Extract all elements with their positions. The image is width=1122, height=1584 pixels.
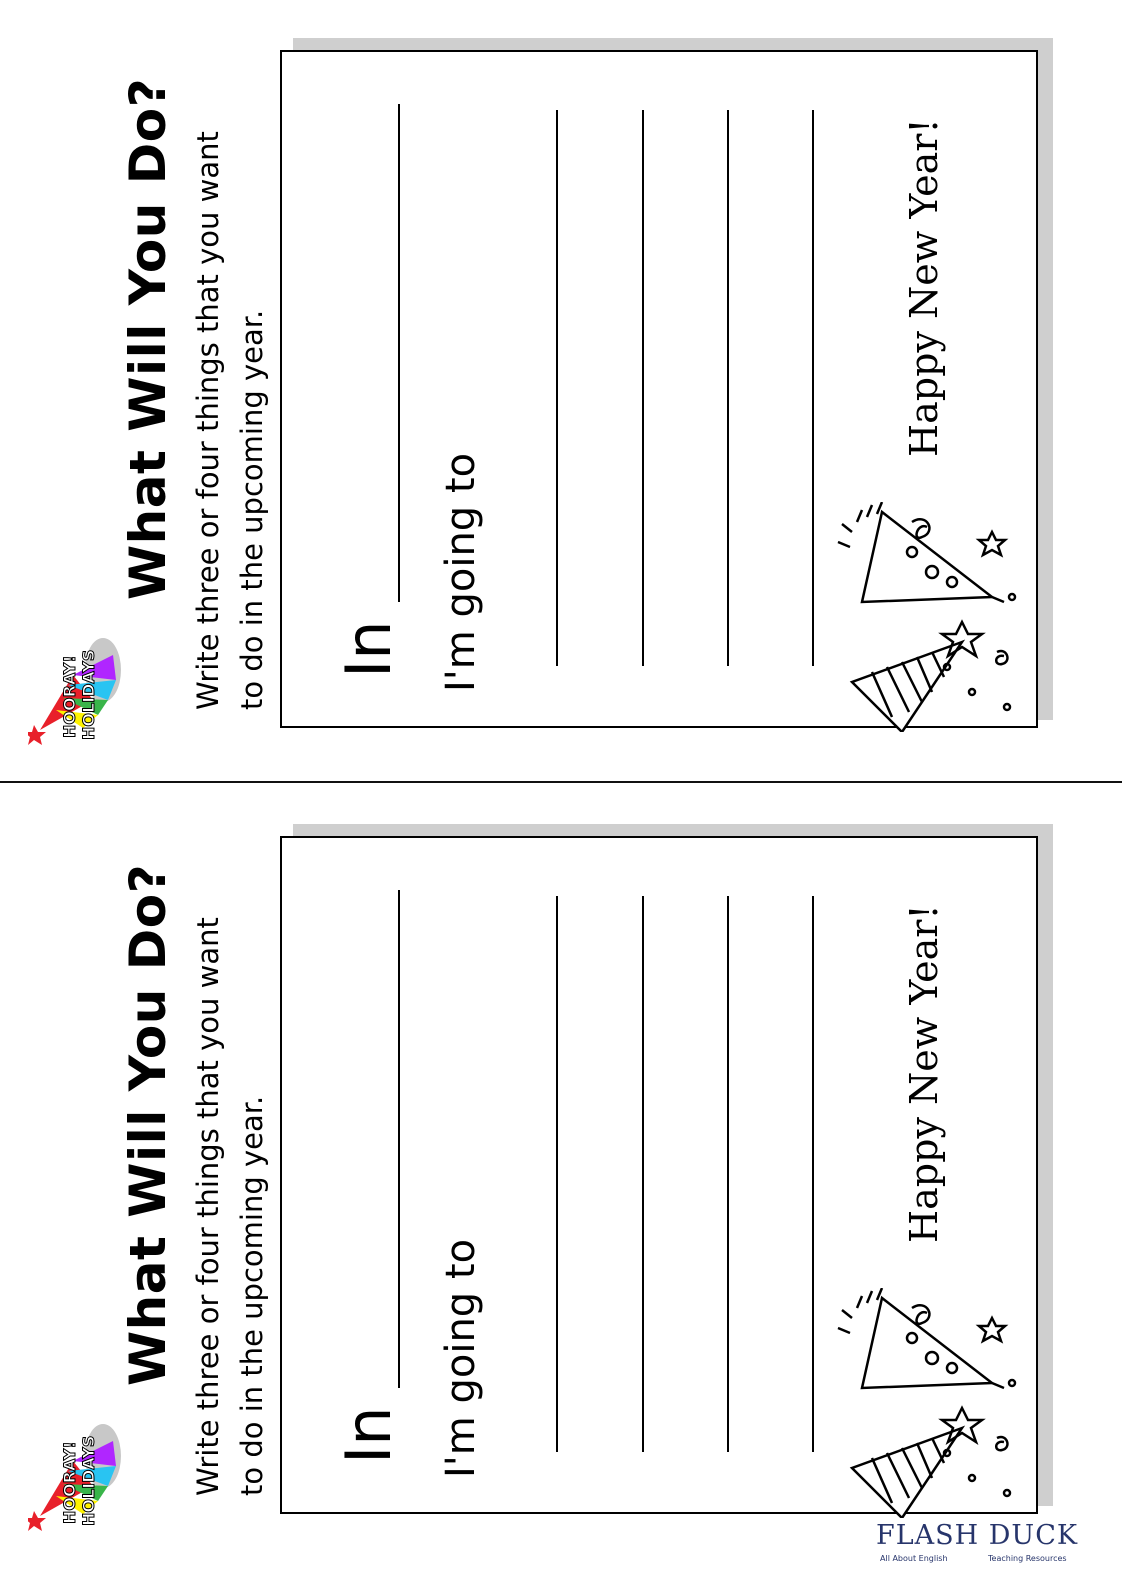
- writing-line-2[interactable]: [642, 110, 644, 666]
- writing-line-4[interactable]: [812, 110, 814, 666]
- hooray-holidays-logo: [28, 580, 123, 755]
- brand-tagline-right: Teaching Resources: [988, 1554, 1067, 1563]
- writing-line-2[interactable]: [642, 896, 644, 1452]
- party-horn-icon: [822, 1288, 1022, 1518]
- hooray-holidays-logo: [28, 1366, 123, 1541]
- writing-line-1[interactable]: [556, 896, 558, 1452]
- flashduck-logo: [876, 1520, 1079, 1570]
- prompt-in: In: [332, 620, 405, 678]
- svg-text:HOORAY!: HOORAY!: [60, 655, 79, 738]
- party-horn-icon: [822, 502, 1022, 732]
- svg-text:HOLIDAYS: HOLIDAYS: [79, 1435, 98, 1526]
- worksheet-title: What Will You Do?: [119, 77, 177, 600]
- instruction-line-2: to do in the upcoming year.: [235, 1095, 269, 1496]
- year-blank-line[interactable]: [398, 104, 400, 602]
- instruction-text: [186, 131, 274, 710]
- svg-text:HOLIDAYS: HOLIDAYS: [79, 649, 98, 740]
- instruction-text: [186, 917, 274, 1496]
- greeting-text: Happy New Year!: [902, 118, 946, 457]
- instruction-line-2: to do in the upcoming year.: [235, 309, 269, 710]
- prompt-going: I'm going to: [438, 1238, 484, 1478]
- svg-text:HOORAY!: HOORAY!: [60, 1441, 79, 1524]
- worksheet-top: [0, 20, 1122, 780]
- prompt-in: In: [332, 1406, 405, 1464]
- instruction-line-1: Write three or four things that you want: [191, 131, 225, 710]
- page-divider: [0, 781, 1122, 783]
- writing-line-1[interactable]: [556, 110, 558, 666]
- writing-card: [280, 50, 1038, 728]
- writing-line-4[interactable]: [812, 896, 814, 1452]
- worksheet-title: What Will You Do?: [119, 863, 177, 1386]
- prompt-going: I'm going to: [438, 452, 484, 692]
- greeting-text: Happy New Year!: [902, 904, 946, 1243]
- worksheet-bottom: [0, 806, 1122, 1566]
- writing-card: [280, 836, 1038, 1514]
- brand-name: FLASH DUCK: [876, 1520, 1079, 1551]
- instruction-line-1: Write three or four things that you want: [191, 917, 225, 1496]
- brand-tagline-left: All About English: [880, 1554, 948, 1563]
- writing-line-3[interactable]: [727, 896, 729, 1452]
- writing-line-3[interactable]: [727, 110, 729, 666]
- year-blank-line[interactable]: [398, 890, 400, 1388]
